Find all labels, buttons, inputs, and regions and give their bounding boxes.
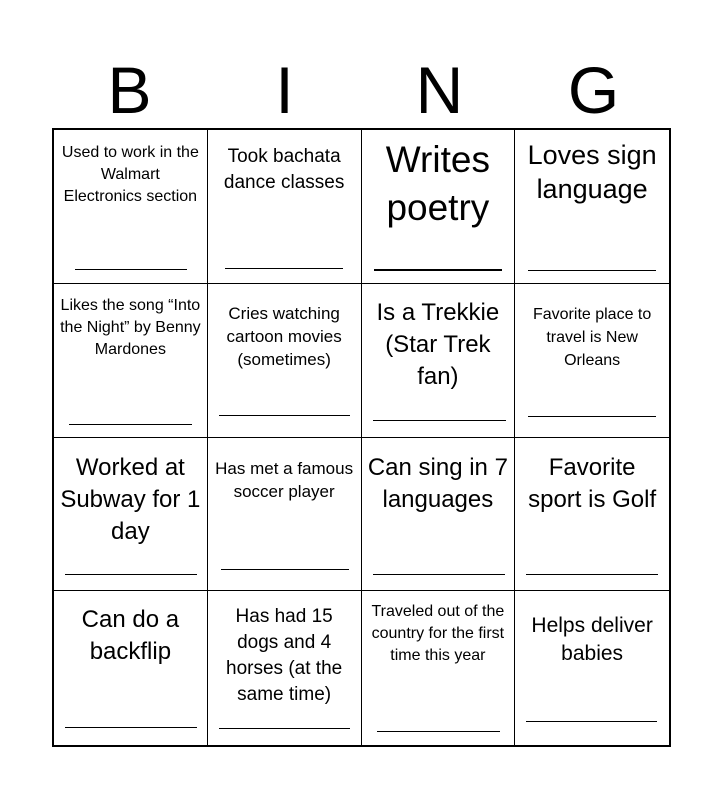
- square-text: Writes poetry: [385, 139, 490, 228]
- bingo-square[interactable]: [515, 591, 669, 745]
- signature-line: [526, 574, 658, 575]
- square-text: Loves sign language: [527, 140, 657, 204]
- header-letter-g: G: [567, 53, 620, 127]
- square-text: Can do a backflip: [81, 606, 180, 666]
- header-letter-i: I: [275, 53, 294, 127]
- signature-line: [219, 415, 350, 416]
- bingo-square[interactable]: [208, 438, 362, 592]
- square-text: Can sing in 7 languages: [367, 453, 508, 513]
- bingo-header: [52, 54, 671, 126]
- signature-line: [219, 728, 350, 729]
- bingo-square[interactable]: [54, 284, 208, 438]
- square-text: Is a Trekkie (Star Trek fan): [376, 298, 500, 390]
- square-text: Used to work in the Walmart Electronics section: [61, 144, 199, 205]
- signature-line: [225, 268, 343, 269]
- bingo-square[interactable]: [54, 591, 208, 745]
- bingo-square[interactable]: [362, 284, 516, 438]
- bingo-square[interactable]: [515, 438, 669, 592]
- signature-line: [374, 269, 502, 271]
- signature-line: [221, 569, 349, 570]
- square-text: Traveled out of the country for the first time this year: [371, 603, 505, 665]
- bingo-square[interactable]: [208, 130, 362, 284]
- bingo-square[interactable]: [515, 130, 669, 284]
- header-letter-b: B: [107, 53, 152, 127]
- signature-line: [377, 731, 500, 732]
- square-text: Took bachata dance classes: [223, 146, 345, 193]
- signature-line: [75, 269, 187, 270]
- bingo-square[interactable]: [54, 130, 208, 284]
- header-letter-n: N: [415, 53, 464, 127]
- square-text: Has met a famous soccer player: [215, 458, 354, 501]
- square-text: Favorite place to travel is New Orleans: [532, 305, 652, 369]
- bingo-square[interactable]: [362, 438, 516, 592]
- bingo-square[interactable]: [362, 591, 516, 745]
- signature-line: [528, 416, 656, 417]
- square-text: Likes the song “Into the Night” by Benny Mardones: [60, 296, 201, 358]
- square-text: Helps deliver babies: [531, 614, 653, 666]
- signature-line: [373, 574, 505, 575]
- bingo-square[interactable]: [515, 284, 669, 438]
- square-text: Cries watching cartoon movies (sometimes): [226, 303, 342, 369]
- bingo-square[interactable]: [208, 591, 362, 745]
- signature-line: [526, 721, 657, 722]
- bingo-square[interactable]: [208, 284, 362, 438]
- signature-line: [373, 420, 506, 421]
- bingo-square[interactable]: [362, 130, 516, 284]
- square-text: Favorite sport is Golf: [528, 453, 657, 513]
- signature-line: [65, 727, 197, 728]
- bingo-square[interactable]: [54, 438, 208, 592]
- square-text: Worked at Subway for 1 day: [60, 453, 201, 545]
- signature-line: [528, 270, 656, 271]
- square-text: Has had 15 dogs and 4 horses (at the same time): [226, 606, 343, 706]
- signature-line: [65, 574, 197, 575]
- bingo-grid: [52, 128, 671, 747]
- signature-line: [69, 424, 192, 425]
